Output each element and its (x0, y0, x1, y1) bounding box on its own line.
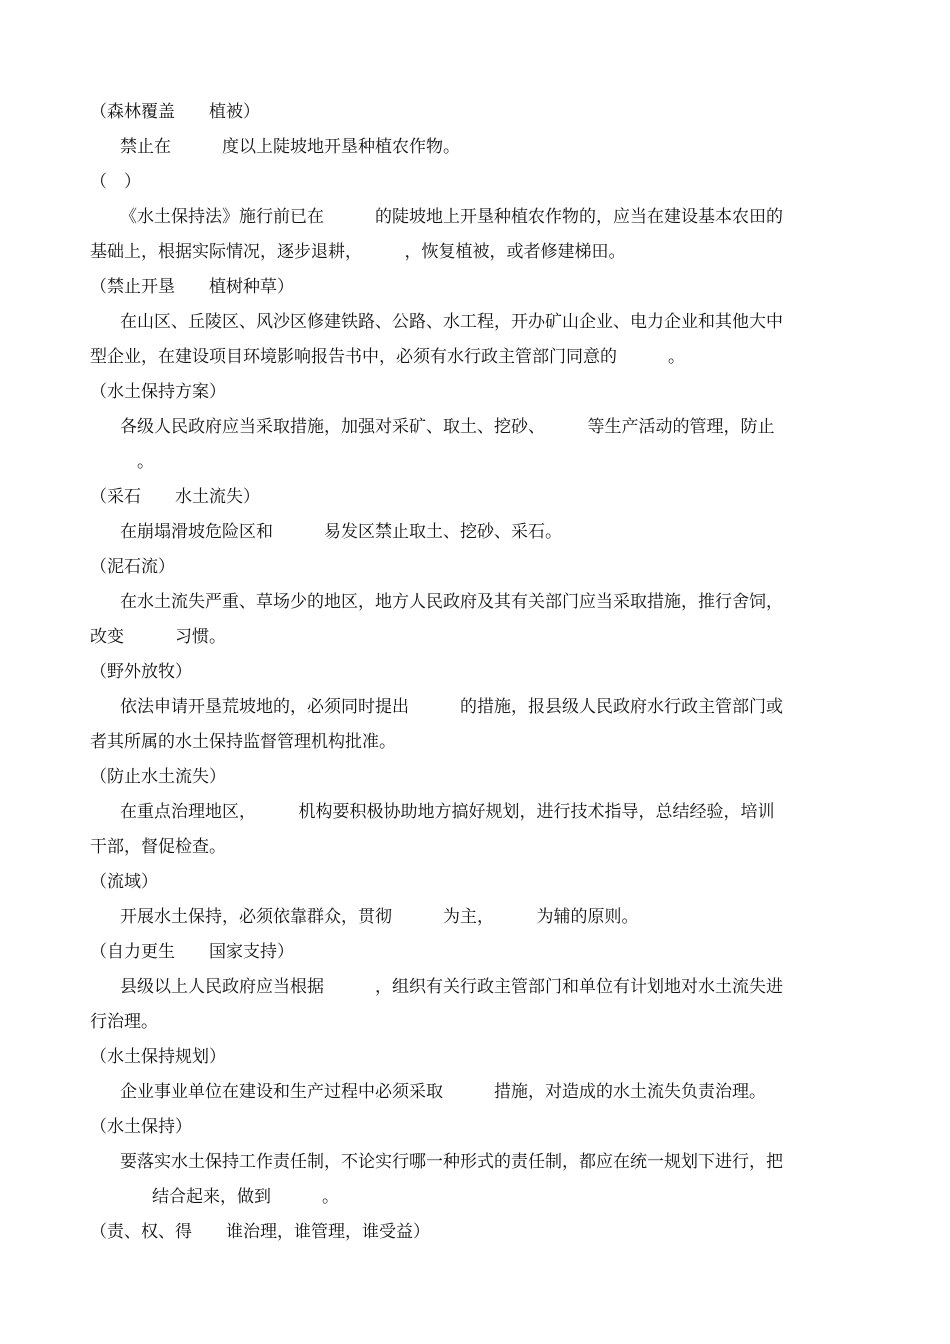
question-line: 要落实水土保持工作责任制，不论实行哪一种形式的责任制，都应在统一规划下进行，把 (120, 1152, 783, 1172)
answer-line: （采石 水土流失） (90, 487, 260, 507)
answer-line: （水土保持） (90, 1117, 192, 1137)
question-line: 《水土保持法》施行前已在 的陡坡地上开垦种植农作物的，应当在建设基本农田的 (120, 207, 783, 227)
question-line-cont: 改变 习惯。 (90, 627, 226, 647)
question-line: 依法申请开垦荒坡地的，必须同时提出 的措施，报县级人民政府水行政主管部门或 (120, 697, 783, 717)
question-line: 企业事业单位在建设和生产过程中必须采取 措施，对造成的水土流失负责治理。 (120, 1082, 766, 1102)
answer-line: （水土保持规划） (90, 1047, 226, 1067)
question-line: 县级以上人民政府应当根据 ，组织有关行政主管部门和单位有计划地对水土流失进 (120, 977, 783, 997)
question-line-cont: 者其所属的水土保持监督管理机构批准。 (90, 732, 396, 752)
question-line: 开展水土保持，必须依靠群众，贯彻 为主， 为辅的原则。 (120, 907, 639, 927)
question-line-cont: 型企业，在建设项目环境影响报告书中，必须有水行政主管部门同意的 。 (90, 347, 685, 367)
answer-line: （泥石流） (90, 557, 175, 577)
question-line: 在水土流失严重、草场少的地区，地方人民政府及其有关部门应当采取措施，推行舍饲， (120, 592, 783, 612)
answer-line: （野外放牧） (90, 662, 192, 682)
question-line-cont: 干部，督促检查。 (90, 837, 226, 857)
question-line: 在重点治理地区， 机构要积极协助地方搞好规划，进行技术指导，总结经验，培训 (120, 802, 775, 822)
question-line-cont: 。 (120, 452, 154, 472)
question-line: 在崩塌滑坡危险区和 易发区禁止取土、挖砂、采石。 (120, 522, 562, 542)
question-line: 各级人民政府应当采取措施，加强对采矿、取土、挖砂、 等生产活动的管理，防止 (120, 417, 775, 437)
question-line-cont: 行治理。 (90, 1012, 158, 1032)
answer-line: （流域） (90, 872, 158, 892)
answer-line: （禁止开垦 植树种草） (90, 277, 294, 297)
answer-line: （水土保持方案） (90, 382, 226, 402)
answer-line: （森林覆盖 植被） (90, 102, 260, 122)
answer-line: （防止水土流失） (90, 767, 226, 787)
answer-line: （责、权、得 谁治理，谁管理，谁受益） (90, 1222, 430, 1242)
question-line: 禁止在 度以上陡坡地开垦种植农作物。 (120, 137, 460, 157)
answer-line: （ ） (90, 172, 141, 192)
question-line: 在山区、丘陵区、风沙区修建铁路、公路、水工程，开办矿山企业、电力企业和其他大中 (120, 312, 783, 332)
question-line-cont: 基础上，根据实际情况，逐步退耕， ，恢复植被，或者修建梯田。 (90, 242, 626, 262)
question-line-cont: 结合起来，做到 。 (135, 1187, 339, 1207)
answer-line: （自力更生 国家支持） (90, 942, 294, 962)
